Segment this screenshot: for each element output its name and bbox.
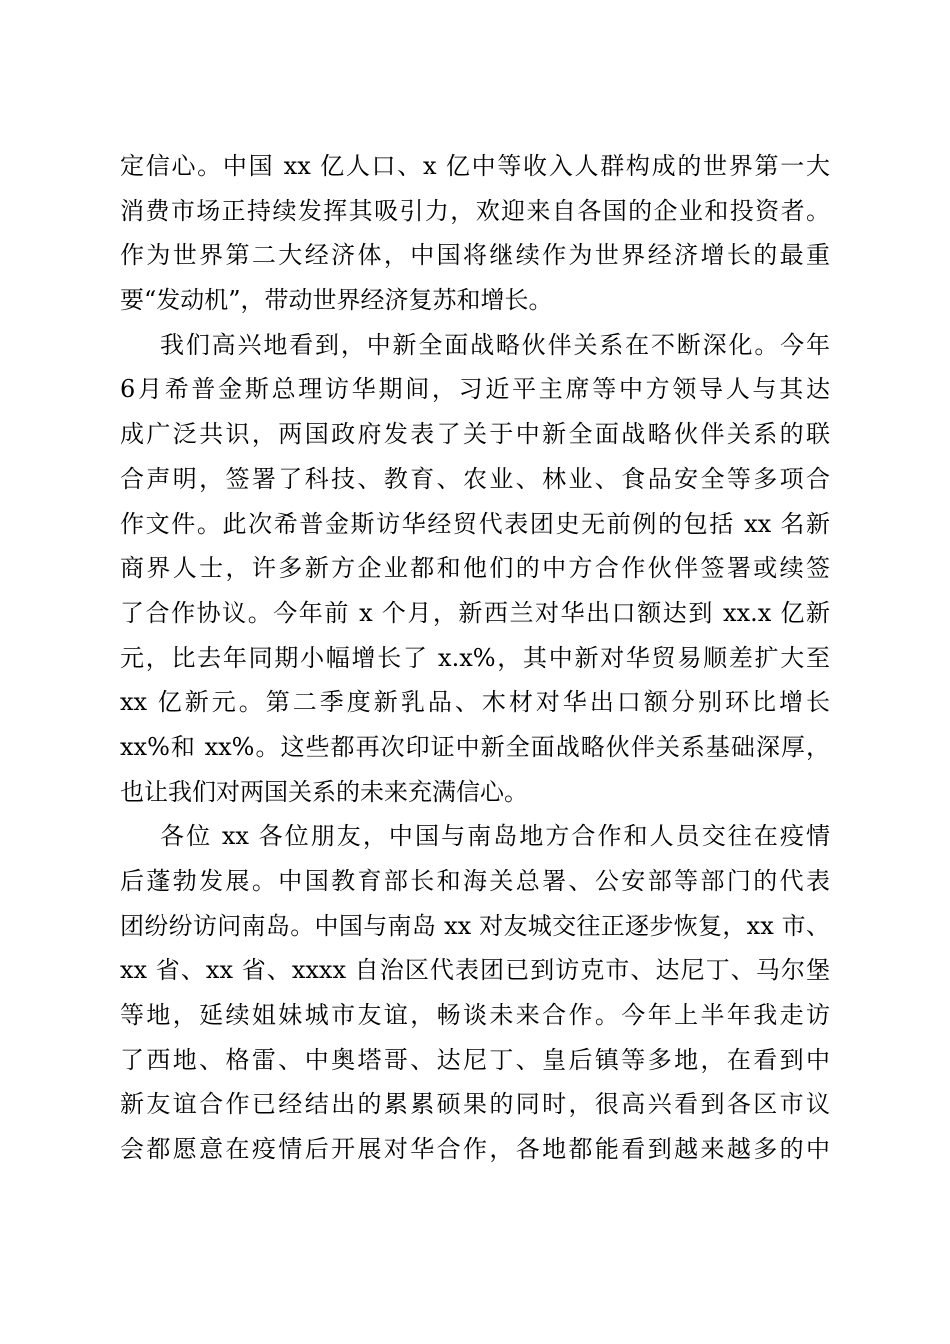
text-line: xx 省、xx 省、xxxx 自治区代表团已到访克市、达尼丁、马尔堡 [120,956,830,985]
text-line: 各位 xx 各位朋友，中国与南岛地方合作和人员交往在疫情 [160,822,830,851]
text-line: 等地，延续姐妹城市友谊，畅谈未来合作。今年上半年我走访 [120,1001,830,1030]
text-line: 后蓬勃发展。中国教育部长和海关总署、公安部等部门的代表 [120,867,830,895]
text-line: 要“发动机”，带动世界经济复苏和增长。 [120,286,553,315]
text-line: 了西地、格雷、中奥塔哥、达尼丁、皇后镇等多地，在看到中 [120,1045,830,1074]
text-line: 我们高兴地看到，中新全面战略伙伴关系在不断深化。今年 [160,330,830,359]
text-line: 合声明，签署了科技、教育、农业、林业、食品安全等多项合 [120,464,830,493]
text-line: 了合作协议。今年前 x 个月，新西兰对华出口额达到 xx.x 亿新 [120,598,830,627]
text-line: 商界人士，许多新方企业都和他们的中方合作伙伴签署或续签 [120,554,830,583]
text-line: 成广泛共识，两国政府发表了关于中新全面战略伙伴关系的联 [120,420,830,449]
text-line: 6月希普金斯总理访华期间，习近平主席等中方领导人与其达 [120,375,830,404]
text-line: 定信心。中国 xx 亿人口、x 亿中等收入人群构成的世界第一大 [120,152,830,180]
text-line: 团纷纷访问南岛。中国与南岛 xx 对友城交往正逐步恢复，xx 市、 [120,911,830,940]
text-line: 作文件。此次希普金斯访华经贸代表团史无前例的包括 xx 名新 [120,509,830,538]
text-line: xx%和 xx%。这些都再次印证中新全面战略伙伴关系基础深厚， [120,732,830,761]
text-line: 消费市场正持续发挥其吸引力，欢迎来自各国的企业和投资者。 [120,196,830,225]
text-line: 作为世界第二大经济体，中国将继续作为世界经济增长的最重 [120,241,830,270]
text-line: 元，比去年同期小幅增长了 x.x%，其中新对华贸易顺差扩大至 [120,643,830,672]
text-line: 也让我们对两国关系的未来充满信心。 [120,777,528,806]
text-line: xx 亿新元。第二季度新乳品、木材对华出口额分别环比增长 [120,688,830,717]
body-text [120,144,830,1172]
text-line: 会都愿意在疫情后开展对华合作，各地都能看到越来越多的中 [120,1135,830,1164]
text-line: 新友谊合作已经结出的累累硕果的同时，很高兴看到各区市议 [120,1090,830,1119]
